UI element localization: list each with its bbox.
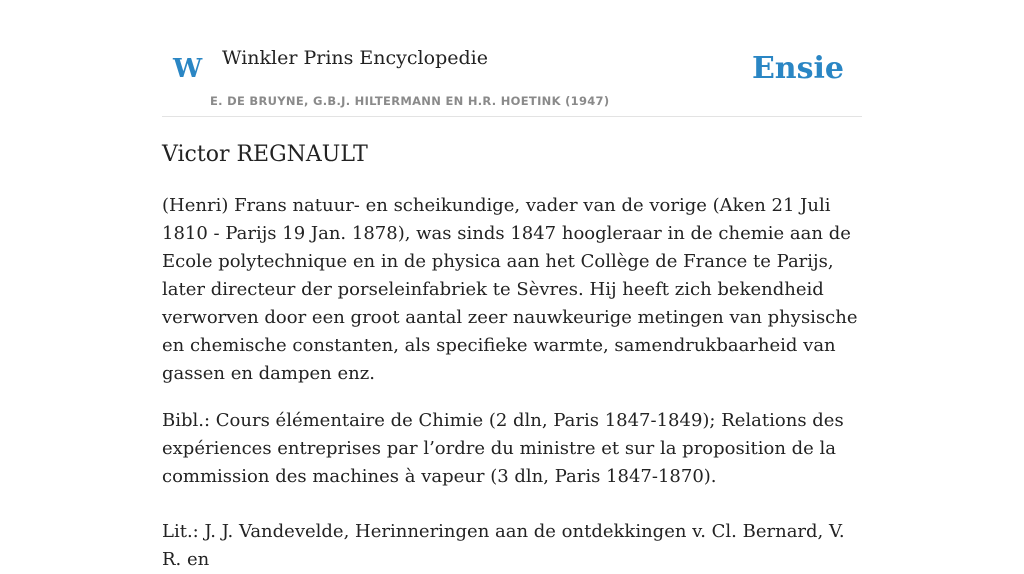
site-title[interactable]: Winkler Prins Encyclopedie [222, 47, 488, 69]
site-subtitle: E. DE BRUYNE, G.B.J. HILTERMANN EN H.R. HOETINK (1947) [210, 94, 610, 108]
article-paragraph-literature: Lit.: J. J. Vandevelde, Herinneringen aan de ontdekkingen v. Cl. Bernard, V. R. en [162, 521, 845, 570]
article-title: Victor REGNAULT [162, 142, 368, 167]
article [162, 138, 862, 574]
winkler-prins-logo[interactable]: W [173, 54, 203, 84]
site-header [162, 0, 862, 117]
ensie-brand-link[interactable]: Ensie [751, 51, 844, 86]
article-paragraph-bibliography: Bibl.: Cours élémentaire de Chimie (2 dln, Paris 1847-1849); Relations des expériences entreprises par l’ordre du ministre et sur la proposition de la commission des machines à vapeur (3 dln, Paris 1847-1870). [162, 410, 844, 487]
article-paragraph-description: (Henri) Frans natuur- en scheikundige, vader van de vorige (Aken 21 Juli 1810 - Parijs 19 Jan. 1878), was sinds 1847 hoogleraar in de chemie aan de Ecole polytechnique en in de physica aan het Collège de France te Parijs, later directeur der porseleinfabriek te Sèvres. Hij heeft zich bekendheid verworven door een groot aantal zeer nauwkeurige metingen van physische en chemische constanten, als specifieke warmte, samendrukbaarheid van gassen en dampen enz. [162, 195, 858, 384]
